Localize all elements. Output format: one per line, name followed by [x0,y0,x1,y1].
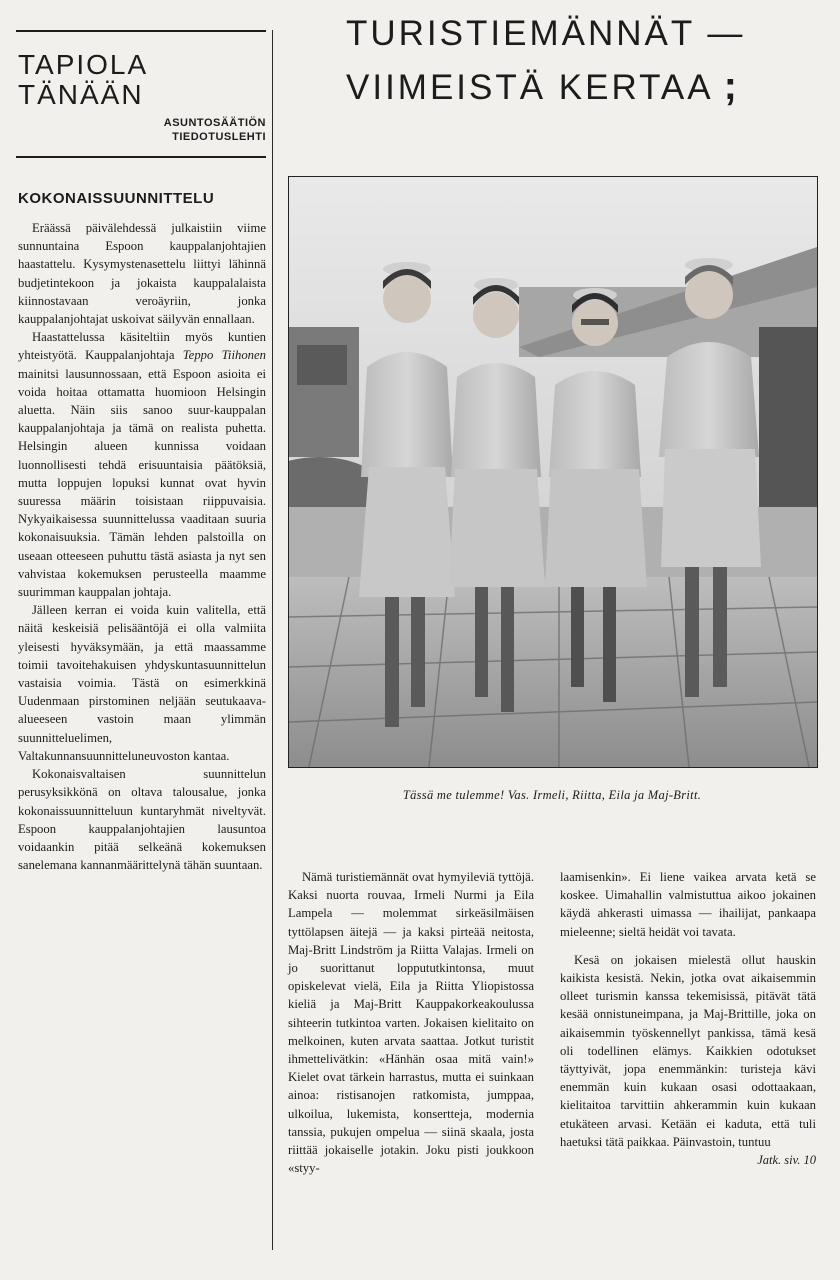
photo [288,176,818,768]
article-col1-text: Nämä turistiemännät ovat hymyileviä tyttöjä. Kaksi nuorta rouvaa, Irmeli Nurmi ja Eila Lampela — molemmat sirkeäsilmäisen tyttölapsen äitejä — ja kaksi pirteää neitosta, Maj-Britt Lindström ja Riitta Valajas. Irmeli on jo suorittanut loppututkintonsa, muut opiskelevat vielä, Eila ja Riitta Yliopistossa kieliä ja Maj-Britt Kauppakorkeakoulussa sihteerin tutkintoa varten. Jokaisen kielitaito on melkoinen, kuten arvata saattaa. Jotkut turistit ihmettelivätkin: «Hänhän osaa mitä vain!» Kielet ovat tärkein harrastus, mutta ei suinkaan ainoa: ristisanojen ratkomista, jumppaa, ulkoilua, lukemista, konserttejа, modernia tanssia, pukujen ompelua — siinä skaala, josta riittää jokaiselle jotakin. Joku pisti joukkoon «styy- [288,870,534,1176]
editorial-heading: KOKONAISSUUNNITTELU [18,190,215,207]
editorial-paragraph-4: Kokonaisvaltaisen suunnittelun perusyksikkönä on oltava talousalue, jonka kokonaissuunnitteluun kuntaryhmät niveltyvät. Espoon kauppalanjohtajien lausuntoa voidaankin pitää selkeänä kokemuksen sanelemana kannanmäärittelynä tähän suuntaan. [18,767,266,873]
article-column-2 [560,868,816,1168]
continued-note: Jatk. siv. 10 [757,1153,816,1168]
editorial-p2-after: mainitsi lausunnossaan, että Espoon asioita ei voida hoitaa ottamatta huomioon Helsingin aluetta. Näin siis sanoo suur-kauppalan kauppalanjohtaja ja tämä on realista puhetta. Helsingin alueen kunnissa voidaan luonnollisesti tehdä erisuuntaisia päätöksiä, mutta loppujen lopuksi kunnat ovat hyvin suuressa määrin toisistaan riippuvaisia. Nykyaikaisessa suunnittelussa vaaditaan suuria kokonaisuuksia. Tämän lehden palstoilla on useaan otteeseen puhuttu tästä asiasta ja nyt sen vahvistaa kokemuksen perusteella maamme suurimman kauppalan johtaja. [18,366,266,600]
editorial-paragraph-3: Jälleen kerran ei voida kuin valitella, että näitä keskeisiä pelisääntöjä ei olla valmiita yleisesti hyväksymään, ja että maassamme toimii tavoitehakuisen yhdyskuntasuunnittelun vastaisia voimia. Tästä on esimerkkinä Uudenmaan pirstominen neljään seutukaava-alueeseen vastoin maan ylimmän suunnitteluelimen, Valtakunnansuunnitteluneuvoston kantaa. [18,603,266,763]
masthead-top-rule [16,30,266,32]
editorial-paragraph-2 [18,328,266,601]
photo-illustration [289,177,817,767]
masthead-title-line1: TAPIOLA [18,49,149,80]
editorial-body [18,219,266,874]
headline [346,8,826,114]
editorial-p2-name: Teppo Tiihonen [182,348,266,363]
editorial-p2-before: Haastattelussa käsiteltiin myös kuntien yhteistyötä. Kauppalanjohtaja [18,330,266,363]
masthead-subtitle-line1: ASUNTOSÄÄTIÖN [163,117,266,129]
article-column-1 [288,868,534,1177]
masthead-subtitle [16,116,266,144]
masthead-title [16,50,266,110]
article-col2-paragraph-2: Kesä on jokaisen mielestä ollut hauskin kaikista kesistä. Nekin, jotka ovat aikaisemmin olleet turismin kanssa tekemisissä, pitävät tätä kesää onnistuneimpana, ja Maj-Brittille, joka on aikaisemmin työskennellyt pankissa, tämä kesä oli todellinen elämys. Kaikkien odotukset täyttyivät, jopa enemmänkin: turisteja kävi enemmän kuin kukaan osasi odottaakaan, kielitaitoa tarvittiin ahkerammin kuin kukaan etukäteen arvasi. Ketään ei kaduta, että tuli haetuksi tätä paikkaa. Päinvastoin, tuntuu [560,952,816,1149]
article-col2-paragraph-1: laamisenkin». Ei liene vaikea arvata ketä se koskee. Uimahallin valmistuttua aikoo jokainen käydä ahkerasti uimassa — ihailijat, pankaapa mieleenne; sieltä heidät voi tavata. [560,870,816,939]
headline-line2: VIIMEISTÄ KERTAA [346,68,714,107]
masthead-subtitle-line2: TIEDOTUSLEHTI [172,131,266,143]
photo-caption: Tässä me tulemme! Vas. Irmeli, Riitta, Eila ja Maj-Britt. [402,788,702,802]
masthead-title-line2: TÄNÄÄN [18,79,144,110]
headline-line2-wrap [346,60,826,114]
masthead-bottom-rule [16,156,266,158]
editorial-column [18,190,266,874]
editorial-paragraph-1: Eräässä päivälehdessä julkaistiin viime sunnuntaina Espoon kauppalanjohtajien haastattelu. Kysymystenasettelu liittyi lähinnä budjetintekoon ja jokaista kauppalalaista kiinnostavaan veroäyriin, jonka kauppalanjohtajat uskoivat säilyvän ennallaan. [18,221,266,327]
headline-mark: ; [723,64,740,108]
masthead [16,30,266,158]
column-divider [272,30,273,1250]
headline-line1: TURISTIEMÄNNÄT — [346,14,746,53]
